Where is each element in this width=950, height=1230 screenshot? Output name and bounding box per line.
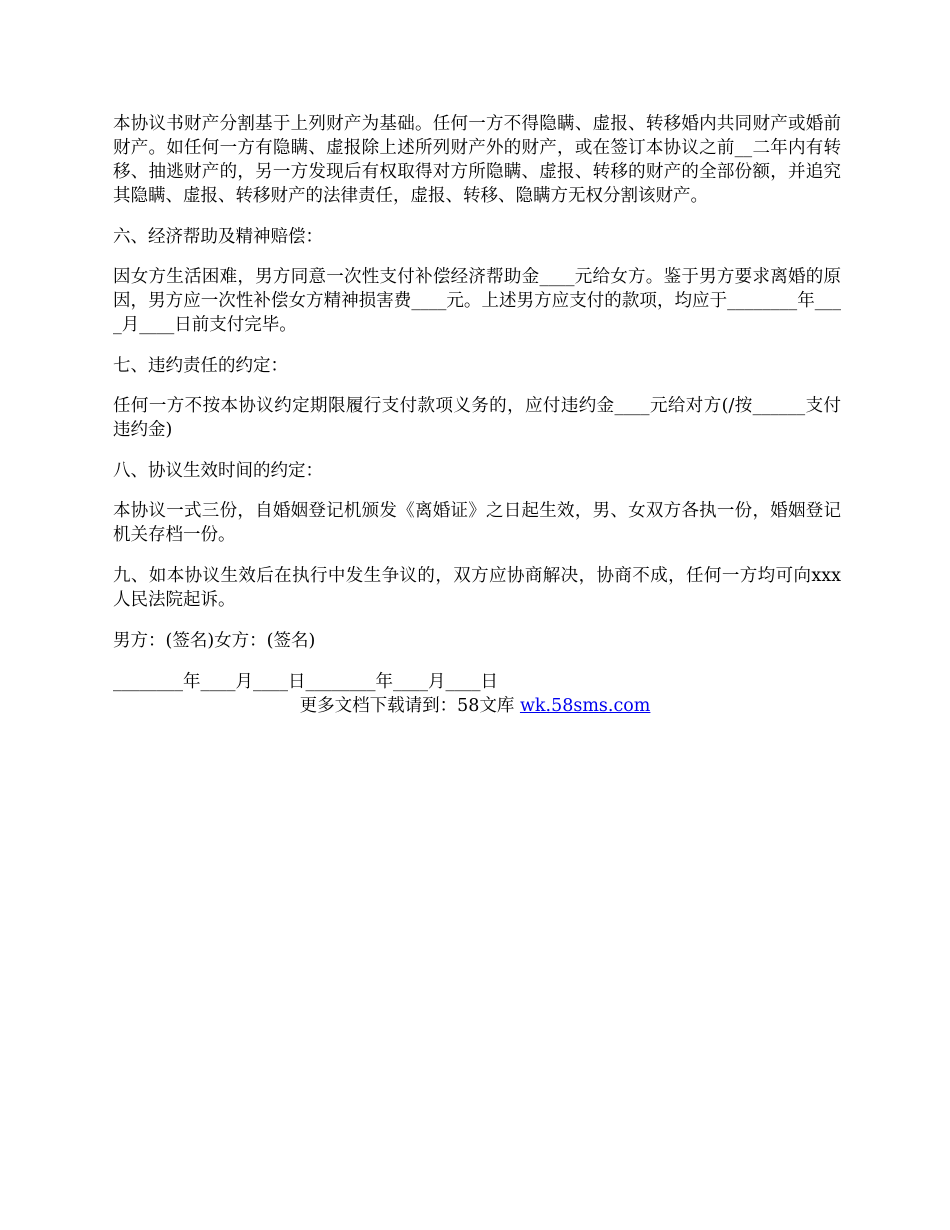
footer-link[interactable]: wk.58sms.com [519,696,651,716]
date-line: ________年____月____日________年____月____日 [113,672,498,692]
signature-line: 男方：(签名)女方：(签名) [113,631,316,651]
paragraph-breach: 任何一方不按本协议约定期限履行支付款项义务的，应付违约金____元给对方(/按______支付违约金) [113,396,841,440]
section-heading-economic-help: 六、经济帮助及精神赔偿： [113,227,323,247]
paragraph-economic-help: 因女方生活困难，男方同意一次性支付补偿经济帮助金____元给女方。鉴于男方要求离婚的原因，男方应一次性补偿女方精神损害费____元。上述男方应支付的款项，均应于________年____月____日前支付完毕。 [113,267,841,335]
paragraph-property-division: 本协议书财产分割基于上列财产为基础。任何一方不得隐瞒、虚报、转移婚内共同财产或婚前财产。如任何一方有隐瞒、虚报除上述所列财产外的财产，或在签订本协议之前__二年内有转移、抽逃财产的，另一方发现后有权取得对方所隐瞒、虚报、转移的财产的全部份额，并追究其隐瞒、虚报、转移财产的法律责任，虚报、转移、隐瞒方无权分割该财产。 [113,114,841,206]
footer [0,694,950,718]
section-heading-breach: 七、违约责任的约定： [113,356,288,376]
section-heading-effective-time: 八、协议生效时间的约定： [113,461,323,481]
footer-text: 更多文档下载请到：58文库 [299,696,520,716]
document-body [113,112,841,711]
paragraph-dispute: 九、如本协议生效后在执行中发生争议的，双方应协商解决，协商不成，任何一方均可向xxx人民法院起诉。 [113,566,841,610]
paragraph-effective-time: 本协议一式三份，自婚姻登记机颁发《离婚证》之日起生效，男、女双方各执一份，婚姻登记机关存档一份。 [113,501,841,545]
